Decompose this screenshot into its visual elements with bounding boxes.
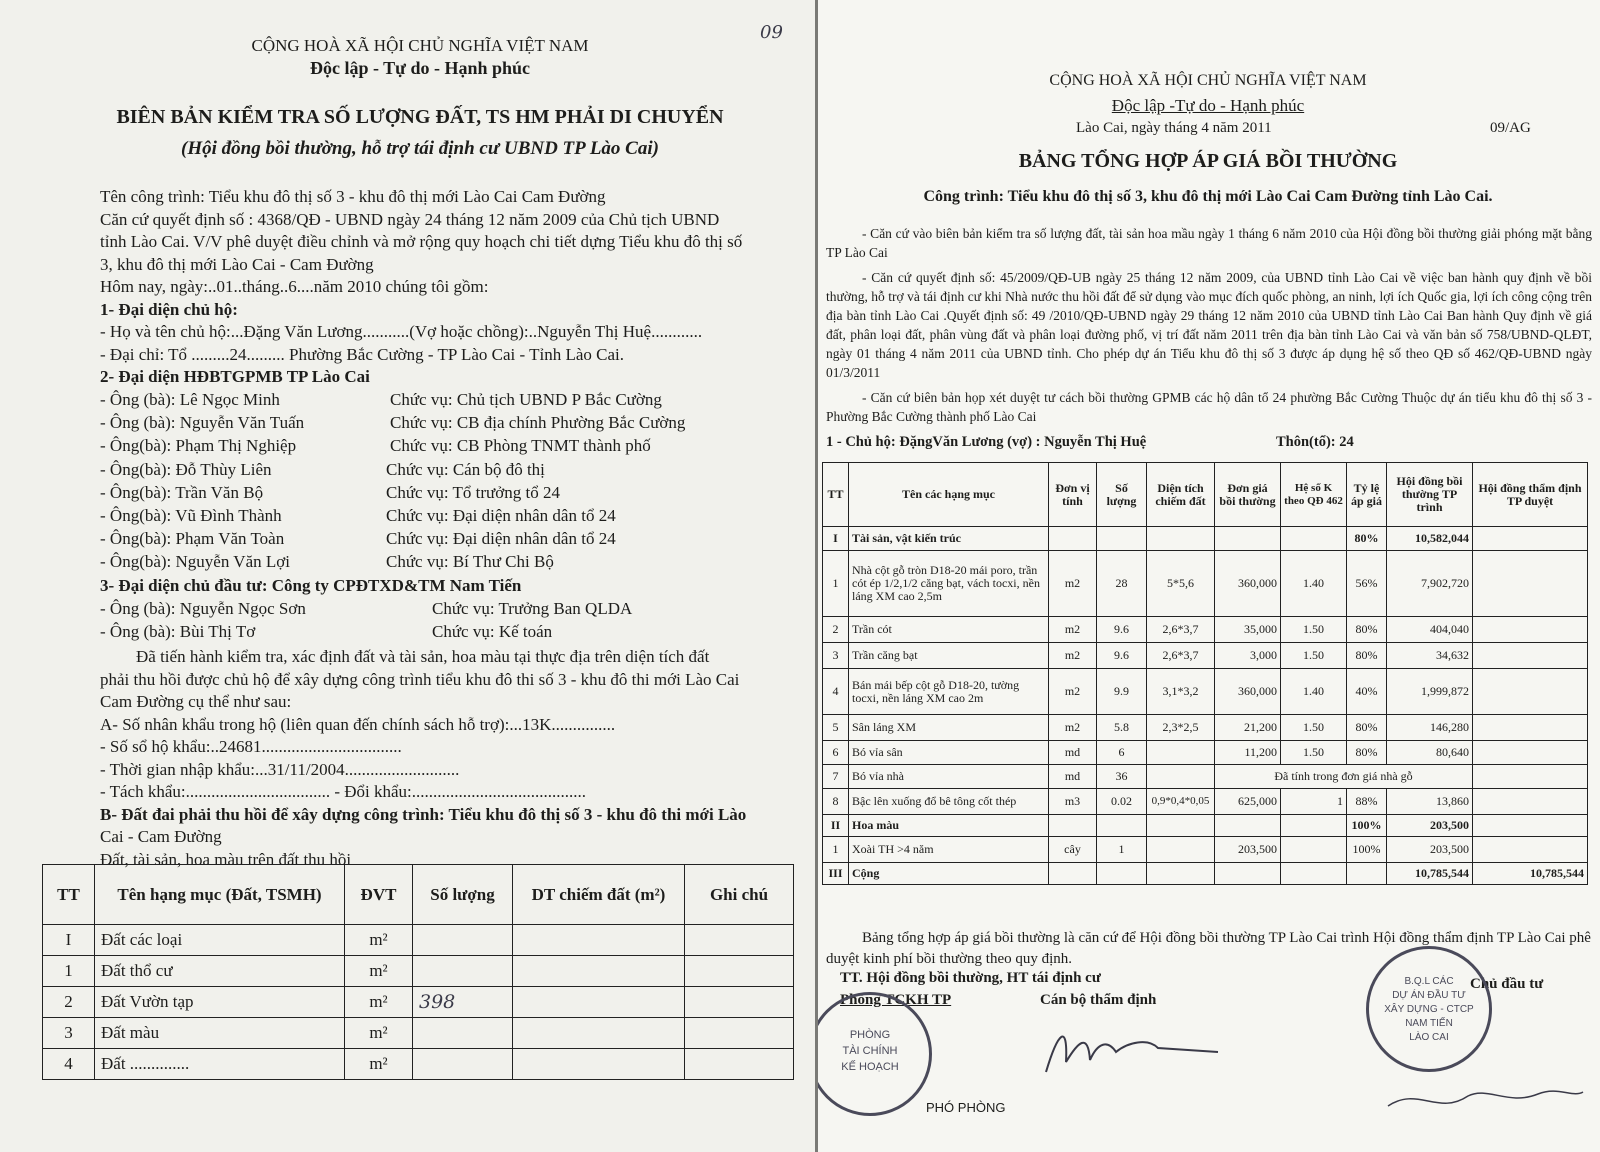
cell [1473, 765, 1588, 789]
cell: 9.9 [1097, 669, 1147, 715]
column-header: Hội đồng bồi thường TP trình [1387, 463, 1473, 527]
cell [685, 1018, 794, 1049]
cell: 2,6*3,7 [1147, 643, 1215, 669]
stamp-text: TÀI CHÍNH [842, 1045, 898, 1057]
cell: 2 [43, 987, 95, 1018]
member-row [100, 388, 780, 411]
cell: Sân láng XM [849, 715, 1049, 741]
cell: md [1049, 765, 1097, 789]
cell: 4 [43, 1049, 95, 1080]
member-role: Chức vụ: Đại diện nhân dân tổ 24 [386, 505, 616, 525]
cell [1473, 715, 1588, 741]
document-subtitle: (Hội đồng bồi thường, hỗ trợ tái định cư UBND TP Lào Cai) [181, 138, 659, 159]
address-line: - Đại chỉ: Tổ .........24......... Phường Bắc Cường - TP Lào Cai - Tỉnh Lào Cai. [100, 344, 625, 364]
cell: 10,785,544 [1387, 863, 1473, 885]
cell: 10,785,544 [1473, 863, 1588, 885]
cell: 1.50 [1281, 715, 1347, 741]
cell: 203,500 [1215, 837, 1281, 863]
cell: 6 [1097, 741, 1147, 765]
table-row [43, 1049, 794, 1080]
cell: 398 [413, 987, 513, 1018]
cell [1347, 863, 1387, 885]
cell: 1.50 [1281, 741, 1347, 765]
stamp-text: NAM TIẾN [1405, 1018, 1453, 1029]
cell [413, 956, 513, 987]
land-table [42, 864, 794, 1080]
cell [1473, 789, 1588, 815]
cell [1097, 815, 1147, 837]
cell [513, 956, 685, 987]
cell [1473, 551, 1588, 617]
cell: m² [345, 925, 413, 956]
basis-paragraphs [826, 224, 1592, 426]
member-row [100, 550, 780, 573]
cell: 2,3*2,5 [1147, 715, 1215, 741]
cell [413, 1049, 513, 1080]
republic-header: CỘNG HOÀ XÃ HỘI CHỦ NGHĨA VIỆT NAM [1049, 72, 1367, 89]
stamp-text: DỰ ÁN ĐẦU TƯ [1392, 990, 1466, 1001]
owner-line: - Họ và tên chủ hộ:...Đặng Văn Lương...........(Vợ hoặc chồng):..Nguyễn Thị Huệ............ [100, 322, 703, 341]
cell: 146,280 [1387, 715, 1473, 741]
reviewer-signature [1038, 1012, 1238, 1092]
investor-row [100, 620, 780, 643]
project-line: Công trình: Tiểu khu đô thị số 3, khu đô thị mới Lào Cai Cam Đường tỉnh Lào Cai. [923, 188, 1493, 205]
member-row [100, 411, 780, 434]
cell: md [1049, 741, 1097, 765]
cell [1215, 863, 1281, 885]
member-row [100, 458, 780, 481]
cell: 8 [823, 789, 849, 815]
cell: 80% [1347, 617, 1387, 643]
column-header: TT [823, 463, 849, 527]
cell: 80,640 [1387, 741, 1473, 765]
member-row [100, 434, 780, 457]
member-role: Chức vụ: Cán bộ đô thị [386, 459, 545, 479]
investor-company-stamp [1366, 946, 1492, 1072]
cell [685, 987, 794, 1018]
table-row [43, 1018, 794, 1049]
cell: Đất màu [95, 1018, 345, 1049]
cell: 28 [1097, 551, 1147, 617]
cell: Bó vỉa sân [849, 741, 1049, 765]
cell: m3 [1049, 789, 1097, 815]
closing-paragraph: Bảng tổng hợp áp giá bồi thường là căn cứ để Hội đồng bồi thường TP Lào Cai trình Hội đồng thẩm định TP Lào Cai phê duyệt kinh phí bồi thường theo quy định. [826, 930, 1591, 967]
member-role: Chức vụ: Chủ tịch UBND P Bắc Cường [390, 390, 662, 409]
investor-title: Chủ đầu tư [1470, 976, 1544, 992]
cell: 5.8 [1097, 715, 1147, 741]
cell: Tài sản, vật kiến trúc [849, 527, 1049, 551]
member-role: Chức vụ: CB Phòng TNMT thành phố [390, 436, 651, 456]
column-header: DT chiếm đất (m²) [513, 865, 685, 925]
cell [1049, 527, 1097, 551]
cell [1473, 527, 1588, 551]
cell: cây [1049, 837, 1097, 863]
page-number: 09 [760, 22, 783, 43]
table-row [823, 643, 1588, 669]
member-row [100, 481, 780, 504]
cell [1147, 863, 1215, 885]
hamlet-line: Thôn(tổ): 24 [1276, 434, 1354, 450]
land-section-heading: B- Đất đai phải thu hồi để xây dựng công trình: Tiểu khu đô thị số 3 - khu đô thi mới Lào [100, 804, 747, 824]
cell: 13,860 [1387, 789, 1473, 815]
member-row [100, 504, 780, 527]
cell: Đã tính trong đơn giá nhà gỗ [1215, 765, 1473, 789]
cell: I [823, 527, 849, 551]
cell [1281, 863, 1347, 885]
column-header: Ghi chú [685, 865, 794, 925]
stamp-text: KẾ HOẠCH [841, 1061, 899, 1073]
cell: m² [345, 956, 413, 987]
cell: 88% [1347, 789, 1387, 815]
cell: m2 [1049, 643, 1097, 669]
column-header: Tên hạng mục (Đất, TSMH) [95, 865, 345, 925]
cell: 360,000 [1215, 669, 1281, 715]
cell: 40% [1347, 669, 1387, 715]
table-header-row [823, 463, 1588, 527]
table-row [823, 837, 1588, 863]
cell: Bậc lên xuống đổ bê tông cốt thép [849, 789, 1049, 815]
column-header: Hệ số K theo QĐ 462 [1281, 463, 1347, 527]
cell: 0.02 [1097, 789, 1147, 815]
table-row [823, 789, 1588, 815]
member-name: - Ông(bà): Nguyễn Văn Lợi [100, 552, 290, 572]
household-size-line: A- Số nhân khẩu trong hộ (liên quan đến chính sách hỗ trợ):...13K............... [100, 714, 616, 734]
cell: 3,1*3,2 [1147, 669, 1215, 715]
cell: 203,500 [1387, 837, 1473, 863]
cell: 100% [1347, 837, 1387, 863]
land-section-line: Cai - Cam Đường [100, 827, 222, 846]
date-line: Hôm nay, ngày:..01..tháng..6....năm 2010 chúng tôi gồm: [100, 277, 489, 296]
table-row [823, 815, 1588, 837]
member-name: - Ông(bà): Trần Văn Bộ [100, 482, 264, 502]
cell: Trần căng bạt [849, 643, 1049, 669]
table-row [823, 765, 1588, 789]
basis-paragraph: - Căn cứ vào biên bản kiểm tra số lượng đất, tài sản hoa mầu ngày 1 tháng 6 năm 2010 của Hội đồng bồi thường giải phóng mặt bằng TP Lào Cai [826, 226, 1592, 260]
cell: Bó vỉa nhà [849, 765, 1049, 789]
council-members [100, 388, 780, 643]
right-document-page [818, 0, 1600, 1152]
cell: 56% [1347, 551, 1387, 617]
cell: 1.40 [1281, 551, 1347, 617]
council-signature-title: TT. Hội đồng bồi thường, HT tái định cư [840, 970, 1101, 986]
cell: 3 [43, 1018, 95, 1049]
cell: Hoa màu [849, 815, 1049, 837]
cell: 7,902,720 [1387, 551, 1473, 617]
investor-role: Chức vụ: Kế toán [432, 621, 553, 641]
cell: II [823, 815, 849, 837]
cell [1215, 527, 1281, 551]
cell [1147, 815, 1215, 837]
column-header: Đơn vị tính [1049, 463, 1097, 527]
stamp-text: B.Q.L CÁC [1404, 976, 1454, 987]
cell: 80% [1347, 741, 1387, 765]
reviewer-title: Cán bộ thẩm định [1040, 992, 1157, 1008]
cell [413, 925, 513, 956]
member-name: - Ông (bà): Lê Ngọc Minh [100, 390, 280, 409]
table-row [43, 925, 794, 956]
cell: m2 [1049, 715, 1097, 741]
decision-line: 3, khu đô thị mới Lào Cai - Cam Đường [100, 254, 374, 274]
cell [513, 987, 685, 1018]
cell [1281, 837, 1347, 863]
motto: Độc lập - Tự do - Hạnh phúc [309, 58, 531, 78]
cell: 360,000 [1215, 551, 1281, 617]
cell: III [823, 863, 849, 885]
cell: 5 [823, 715, 849, 741]
compensation-table [822, 462, 1588, 885]
cell: Bán mái bếp cột gỗ D18-20, tường tocxi, nền láng XM cao 2m [849, 669, 1049, 715]
cell: 80% [1347, 527, 1387, 551]
cell: 1 [1281, 789, 1347, 815]
cell [1473, 669, 1588, 715]
cell [513, 1049, 685, 1080]
cell: 1.50 [1281, 643, 1347, 669]
cell: 7 [823, 765, 849, 789]
column-header: Tên các hạng mục [849, 463, 1049, 527]
stamp-text: XÂY DỰNG - CTCP [1384, 1004, 1474, 1015]
inspection-paragraph [100, 646, 746, 871]
table-row [823, 527, 1588, 551]
investor-signature [1378, 1076, 1588, 1136]
cell: 11,200 [1215, 741, 1281, 765]
cell: 36 [1097, 765, 1147, 789]
column-header: Số lượng [1097, 463, 1147, 527]
document-title: BIÊN BẢN KIỂM TRA SỐ LƯỢNG ĐẤT, TS HM PHẢI DI CHUYỂN [116, 106, 724, 128]
paragraph-line: Đã tiến hành kiểm tra, xác định đất và tài sản, hoa màu tại thực địa trên diện tích đất [136, 647, 710, 666]
table-row [43, 956, 794, 987]
table-row [823, 617, 1588, 643]
cell: m² [345, 987, 413, 1018]
table-row [823, 741, 1588, 765]
republic-header: CỘNG HOÀ XÃ HỘI CHỦ NGHĨA VIỆT NAM [251, 36, 589, 55]
cell: 5*5,6 [1147, 551, 1215, 617]
decision-line: tỉnh Lào Cai. V/V phê duyệt điều chỉnh và mở rộng quy hoạch chi tiết dựng Tiểu khu đô thị số [100, 232, 743, 251]
cell [1281, 815, 1347, 837]
cell: 404,040 [1387, 617, 1473, 643]
investor-heading: 3- Đại diện chủ đầu tư: Công ty CPĐTXD&TM Nam Tiến [100, 575, 522, 595]
cell [1215, 815, 1281, 837]
cell: 1.50 [1281, 617, 1347, 643]
household-book-line: - Số sổ hộ khẩu:..24681................................. [100, 737, 402, 756]
table-row [823, 669, 1588, 715]
table-caption: Đất, tài sản, hoa màu trên đất thu hồi [100, 849, 352, 869]
decision-line: Căn cứ quyết định số : 4368/QĐ - UBND ngày 24 tháng 12 năm 2009 của Chủ tịch UBND [100, 209, 720, 229]
table-row [823, 551, 1588, 617]
finance-department-stamp [818, 992, 932, 1116]
cell: 35,000 [1215, 617, 1281, 643]
split-line: - Tách khẩu:.................................. - Đổi khẩu:......................................... [100, 782, 587, 801]
document-title: BẢNG TỔNG HỢP ÁP GIÁ BỒI THƯỜNG [1018, 150, 1398, 172]
cell [1147, 765, 1215, 789]
owner-line: 1 - Chủ hộ: ĐặngVăn Lương (vợ) : Nguyễn Thị Huệ [826, 434, 1147, 450]
cell: 625,000 [1215, 789, 1281, 815]
column-header: Số lượng [413, 865, 513, 925]
cell [1281, 527, 1347, 551]
cell [413, 1018, 513, 1049]
cell: m2 [1049, 551, 1097, 617]
basis-paragraph: - Căn cứ quyết định số: 45/2009/QĐ-UB ngày 25 tháng 12 năm 2009, của UBND tỉnh Lào Cai về việc ban hành quy định về bồi thường, hỗ trợ và tái định cư khi Nhà nước thu hồi đất để sử dụng vào mục đích quốc phòng, an ninh, lợi ích Quốc gia, lợi ích công cộng trên địa bàn tỉnh Lào Cai .Quyết định số: 49 /2010/QĐ-UBND ngày 29 tháng 12 năm 2010 của UBND tỉnh Lào Cai Ban hành Quy định về giá đất, phân loại đất, phân vùng đất và phân loại đường phố, vị trí đất năm 2011 trên địa bàn tỉnh Lào Cai và văn bản số 758/UBND-QLĐT, ngày 01 tháng 4 năm 2011 của UBND tỉnh. Cho phép dự án Tiểu khu đô thị số 3 được áp dụng hệ số theo QĐ số 462/QĐ-UBND ngày 01/3/2011 [826, 270, 1592, 380]
cell: 6 [823, 741, 849, 765]
column-header: Tỷ lệ áp giá [1347, 463, 1387, 527]
cell [1049, 815, 1097, 837]
cell [685, 925, 794, 956]
member-name: - Ông(bà): Đỗ Thùy Liên [100, 459, 272, 479]
table-row [823, 715, 1588, 741]
cell: 1 [1097, 837, 1147, 863]
section-heading: 1- Đại diện chủ hộ: [100, 299, 238, 319]
cell [1097, 527, 1147, 551]
investor-role: Chức vụ: Trưởng Ban QLDA [432, 598, 633, 618]
column-header: Diện tích chiếm đất [1147, 463, 1215, 527]
cell [1147, 741, 1215, 765]
cell [1097, 863, 1147, 885]
cell: I [43, 925, 95, 956]
cell: m2 [1049, 669, 1097, 715]
member-row [100, 527, 780, 550]
member-role: Chức vụ: Đại diện nhân dân tổ 24 [386, 529, 616, 549]
cell: 2,6*3,7 [1147, 617, 1215, 643]
cell [1473, 741, 1588, 765]
deputy-label: PHÓ PHÒNG [926, 1100, 1006, 1115]
cell: Đất các loại [95, 925, 345, 956]
table-total-row [823, 863, 1588, 885]
cell: Đất Vườn tạp [95, 987, 345, 1018]
member-name: - Ông(bà): Vũ Đình Thành [100, 505, 282, 525]
cell: Cộng [849, 863, 1049, 885]
section-heading: 2- Đại diện HĐBTGPMB TP Lào Cai [100, 367, 370, 386]
cell [1473, 837, 1588, 863]
cell [1473, 643, 1588, 669]
cell [1473, 617, 1588, 643]
cell: 10,582,044 [1387, 527, 1473, 551]
cell: 1 [823, 837, 849, 863]
cell: Trần cót [849, 617, 1049, 643]
column-header: TT [43, 865, 95, 925]
cell [1473, 815, 1588, 837]
cell [685, 1049, 794, 1080]
cell: Đất .............. [95, 1049, 345, 1080]
project-line: Tên công trình: Tiểu khu đô thị số 3 - khu đô thị mới Lào Cai Cam Đường [100, 187, 606, 206]
cell: 4 [823, 669, 849, 715]
cell: Đất thổ cư [95, 956, 345, 987]
column-header: ĐVT [345, 865, 413, 925]
cell: 100% [1347, 815, 1387, 837]
department-title: Phòng TCKH TP [840, 992, 952, 1008]
cell: Xoài TH >4 năm [849, 837, 1049, 863]
date-line: Lào Cai, ngày tháng 4 năm 2011 [1076, 120, 1272, 136]
cell [513, 925, 685, 956]
cell: 3 [823, 643, 849, 669]
cell: 21,200 [1215, 715, 1281, 741]
document-code: 09/AG [1490, 120, 1531, 136]
basis-paragraph: - Căn cứ biên bản họp xét duyệt tư cách bồi thường GPMB các hộ dân tổ 24 phường Bắc Cường Thuộc dự án tiểu khu đô thị số 3 - Phường Bắc Cường thành phố Lào Cai [826, 390, 1592, 424]
cell: 80% [1347, 643, 1387, 669]
cell: 2 [823, 617, 849, 643]
registration-date-line: - Thời gian nhập khẩu:...31/11/2004........................... [100, 759, 460, 779]
column-header: Đơn giá bồi thường [1215, 463, 1281, 527]
member-role: Chức vụ: Tổ trưởng tổ 24 [386, 482, 560, 502]
cell: 1 [43, 956, 95, 987]
investor-row [100, 597, 780, 620]
cell: 9.6 [1097, 643, 1147, 669]
cell [1147, 837, 1215, 863]
cell: 34,632 [1387, 643, 1473, 669]
cell: m2 [1049, 617, 1097, 643]
motto: Độc lập -Tự do - Hạnh phúc [1111, 96, 1305, 115]
cell: 1,999,872 [1387, 669, 1473, 715]
table-header-row [43, 865, 794, 925]
investor-name: - Ông (bà): Bùi Thị Tơ [100, 621, 256, 641]
paragraph-line: phải thu hồi được chủ hộ để xây dựng công trình tiểu khu đô thi số 3 - khu đô thi mới Lào Cai [100, 669, 740, 689]
cell: 203,500 [1387, 815, 1473, 837]
investor-name: - Ông (bà): Nguyễn Ngọc Sơn [100, 598, 306, 618]
cell [1147, 527, 1215, 551]
cell [1049, 863, 1097, 885]
stamp-text: PHÒNG [849, 1029, 891, 1041]
cell: 9.6 [1097, 617, 1147, 643]
member-name: - Ông(bà): Phạm Văn Toàn [100, 529, 285, 549]
column-header: Hội đồng thẩm định TP duyệt [1473, 463, 1588, 527]
cell [513, 1018, 685, 1049]
intro-block [100, 186, 742, 389]
cell: 1.40 [1281, 669, 1347, 715]
member-role: Chức vụ: CB địa chính Phường Bắc Cường [390, 413, 686, 433]
member-name: - Ông (bà): Nguyễn Văn Tuấn [100, 413, 305, 433]
cell [685, 956, 794, 987]
cell: 0,9*0,4*0,05 [1147, 789, 1215, 815]
member-name: - Ông(bà): Phạm Thị Nghiệp [100, 436, 297, 456]
member-role: Chức vụ: Bí Thư Chi Bộ [386, 552, 554, 572]
cell: Nhà cột gỗ tròn D18-20 mái poro, trần cót ép 1/2,1/2 căng bạt, vách tocxi, nền láng XM cao 2,5m [849, 551, 1049, 617]
paragraph-line: Cam Đường cụ thể như sau: [100, 692, 292, 711]
table-row [43, 987, 794, 1018]
cell: 80% [1347, 715, 1387, 741]
cell: 3,000 [1215, 643, 1281, 669]
cell: m² [345, 1049, 413, 1080]
stamp-text: LÀO CAI [1409, 1032, 1449, 1043]
cell: 1 [823, 551, 849, 617]
cell: m² [345, 1018, 413, 1049]
